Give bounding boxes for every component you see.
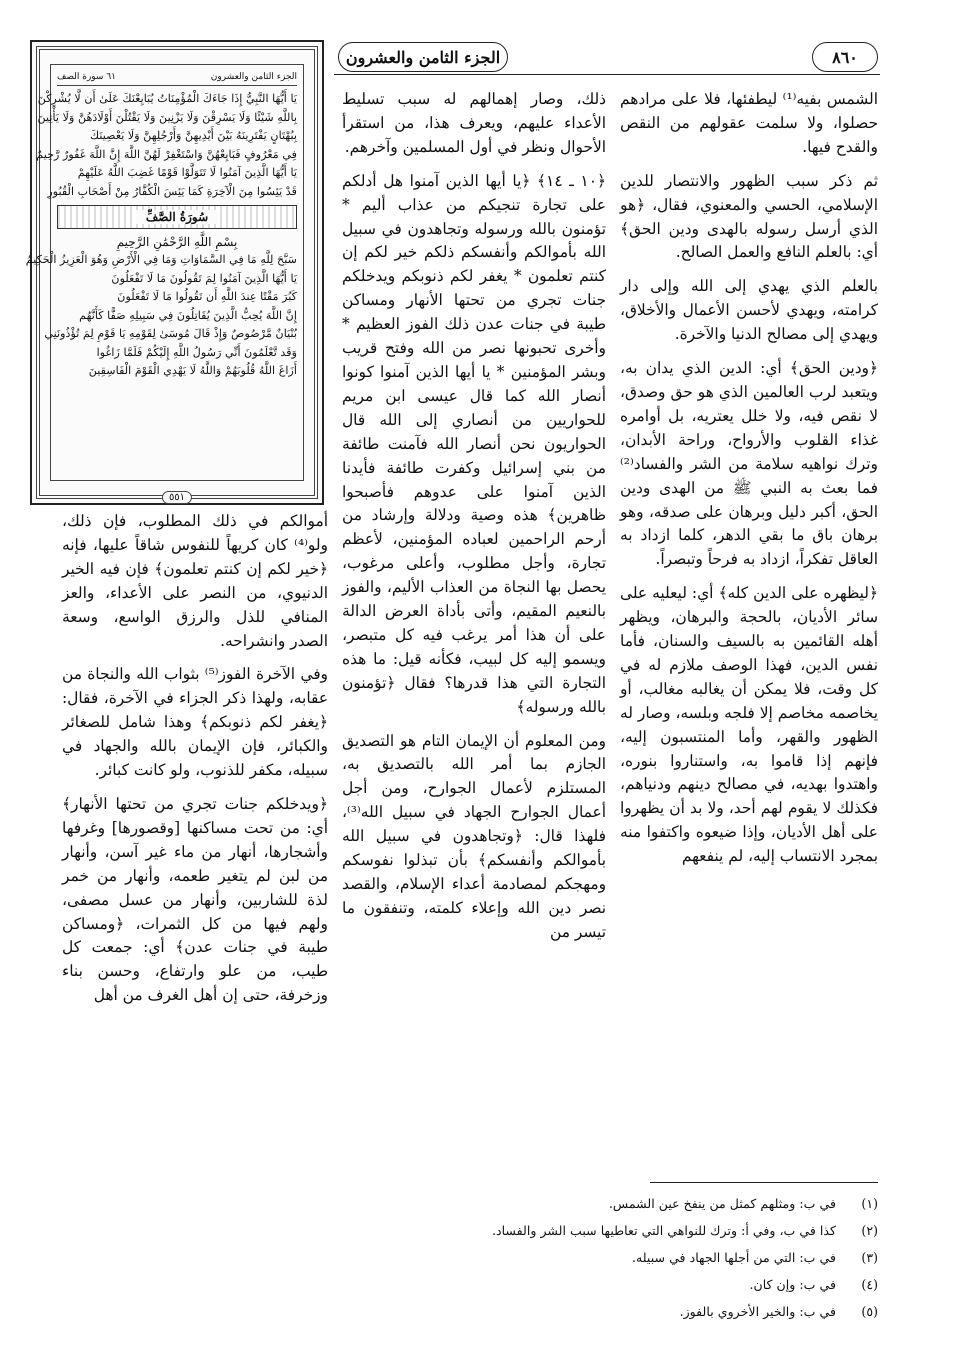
text-column-left — [62, 510, 328, 1018]
footnote — [300, 1190, 878, 1217]
page-number: ٨٦٠ — [812, 42, 878, 72]
mushaf-page-number: ٥٥١ — [162, 491, 192, 504]
verse-line: فِي مَعْرُوفٍ فَبَايِعْهُنَّ وَاسْتَغْفِرْ لَهُنَّ اللَّهَ إِنَّ اللَّهَ غَفُورٌ رَّحِيمٌ — [36, 147, 297, 161]
verse-line: سَبَّحَ لِلَّهِ مَا فِي السَّمَاوَاتِ وَمَا فِي الْأَرْضِ وَهُوَ الْعَزِيزُ الْحَكِيمُ — [25, 253, 297, 266]
part-title: الجزء الثامن والعشرون — [338, 42, 508, 72]
paragraph: ﴿ودين الحق﴾ أي: الدين الذي يدان به، ويتعبد لرب العالمين الذي هو حق وصدق، لا نقص فيه، ولا خلل يعتريه، بل أوامره غذاء القلوب والأرواح، وراحة الأبدان، وترك نواهيه سلامة من الشر والفساد⁽²⁾ فما بعث به النبي ﷺ من الهدى ودين الحق، أكبر دليل وبرهان على صدقه، وهو برهان باق ما بقي الدهر، كلما ازداد به العاقل تفكراً، ازداد به فرحاً وتبصراً. — [620, 359, 878, 569]
paragraph: ﴿ليظهره على الدين كله﴾ أي: ليعليه على سائر الأديان، بالحجة والبرهان، ويظهر أهله القائمين به بالسيف والسنان، فأما نفس الدين، فهذا الوصف ملازم له في كل وقت، فلا يمكن أن يغالبه مغالب، أو يخاصمه مخاصم إلا فلجه وبلسه، وصار له الظهور والقهر، وأما المنتسبون إليه، فإنهم إذا قاموا به، واستناروا بنوره، واهتدوا بهديه، في مصالح دينهم ودنياهم، فكذلك لا يقوم لهم أحد، ولا بد أن يظهروا على أهل الأديان، وإذا ضيعوه واكتفوا منه بمجرد الانتساب إليه، لم ينفعهم — [620, 584, 878, 866]
footnote-text: في ب: ومثلهم كمثل من ينفخ عين الشمس. — [608, 1196, 836, 1211]
paragraph: ذلك، وصار إهمالهم له سبب تسليط الأعداء عليهم، ويعرف هذا، من استقرأ الأحوال ونظر في أول المسلمين وآخرهم. — [342, 90, 606, 156]
footnote-text: في ب: والخير الأخروي بالفوز. — [679, 1304, 836, 1319]
verse-line: يَا أَيُّهَا الَّذِينَ آمَنُوا لِمَ تَقُولُونَ مَا لَا تَفْعَلُونَ — [111, 271, 297, 285]
mushaf-surah-label: ٦١ سورة الصف — [57, 72, 117, 82]
paragraph: بالعلم الذي يهدي إلى الله وإلى دار كرامته، ويهدي لأحسن الأعمال والأخلاق، ويهدي إلى مصالح الدنيا والآخرة. — [620, 277, 878, 344]
verse-line: بُنْيَانٌ مَّرْصُوصٌ وَإِذْ قَالَ مُوسَىٰ لِقَوْمِهِ يَا قَوْمِ لِمَ تُؤْذُونَنِي — [44, 327, 297, 340]
paragraph: ومن المعلوم أن الإيمان التام هو التصديق الجازم بما أمر الله بالتصديق به، المستلزم لأعمال الجوارح، ومن أجل أعمال الجوارح الجهاد في سبيل الله⁽³⁾، فلهذا قال: ﴿وتجاهدون في سبيل الله بأموالكم وأنفسكم﴾ بأن تبذلوا نفوسكم ومهجكم لمصادمة أعداء الإسلام، والقصد نصر دين الله وإعلاء كلمته، وتنفقون ما تيسر من — [342, 731, 606, 941]
verse-line: يَا أَيُّهَا الَّذِينَ آمَنُوا لَا تَتَوَلَّوْا قَوْمًا غَضِبَ اللَّهُ عَلَيْهِمْ — [77, 166, 297, 179]
footnote — [300, 1244, 878, 1271]
verse-line: أَزَاغَ اللَّهُ قُلُوبَهُمْ وَاللَّهُ لَا يَهْدِي الْقَوْمَ الْفَاسِقِينَ — [88, 364, 297, 377]
footnote — [300, 1217, 878, 1244]
footnote-number: (٣) — [861, 1250, 878, 1265]
paragraph: ثم ذكر سبب الظهور والانتصار للدين الإسلامي، الحسي والمعنوي، فقال، ﴿هو الذي أرسل رسوله بالهدى ودين الحق﴾ أي: بالعلم النافع والعمل الصالح. — [620, 171, 878, 262]
footnote-number: (١) — [861, 1196, 878, 1211]
verse-line: كَبُرَ مَقْتًا عِندَ اللَّهِ أَن تَقُولُوا مَا لَا تَفْعَلُونَ — [117, 290, 297, 303]
surah-name: سُورَةُ الصَّفِّ — [136, 210, 218, 224]
paragraph: وفي الآخرة الفوز⁽⁵⁾ بثواب الله والنجاة من عقابه، ولهذا ذكر الجزاء في الآخرة، فقال: ﴿يغفر لكم ذنوبكم﴾ وهذا شامل للصغائر والكبائر، فإن الإيمان بالله والجهاد في سبيله، مكفر للذنوب، ولو كانت كبائر. — [62, 665, 328, 780]
text-column-right — [620, 88, 878, 879]
surah-banner — [57, 205, 297, 229]
footnote-number: (٥) — [861, 1304, 878, 1319]
basmala: بِسْمِ اللَّهِ الرَّحْمَٰنِ الرَّحِيمِ — [116, 235, 238, 249]
mushaf-text-area — [25, 64, 304, 481]
verse-line: بِبُهْتَانٍ يَفْتَرِينَهُ بَيْنَ أَيْدِيهِنَّ وَأَرْجُلِهِنَّ وَلَا يَعْصِينَكَ — [89, 129, 297, 142]
header-rule — [334, 74, 880, 75]
footnote-text: في ب: التي من أجلها الجهاد في سبيله. — [631, 1250, 836, 1265]
mushaf-part-label: الجزء الثامن والعشرون — [210, 72, 297, 82]
mushaf-page — [25, 40, 324, 505]
footnote-rule — [650, 1182, 878, 1183]
footnote — [300, 1271, 878, 1298]
text-column-middle — [342, 88, 606, 955]
page-header — [334, 40, 880, 78]
paragraph: ﴿ويدخلكم جنات تجري من تحتها الأنهار﴾ أي: من تحت مساكنها [وقصورها] وغرفها وأشجارها، أنهار من ماء غير آسن، وأنهار من لبن لم يتغير طعمه، وأنهار من خمر لذة للشاربين، وأنهار من عسل مصفى، ولهم فيها من كل الثمرات، ﴿ومساكن طيبة في جنات عدن﴾ أي: جمعت كل طيب، من علو وارتفاع، وحسن بناء وزخرفة، حتى إن أهل الغرف من أهل — [62, 794, 328, 1005]
footnote-text: كذا في ب، وفي أ: وترك للنواهي التي تعاطيها سبب الشر والفساد. — [491, 1223, 836, 1238]
verse-line: قَدْ يَئِسُوا مِنَ الْآخِرَةِ كَمَا يَئِسَ الْكُفَّارُ مِنْ أَصْحَابِ الْقُبُورِ — [47, 184, 297, 198]
footnote-text: في ب: وإن كان. — [749, 1277, 836, 1292]
verse-line: وَقَد تَّعْلَمُونَ أَنِّي رَسُولُ اللَّهِ إِلَيْكُمْ فَلَمَّا زَاغُوا — [96, 345, 297, 359]
verse-line: يَا أَيُّهَا النَّبِيُّ إِذَا جَاءَكَ الْمُؤْمِنَاتُ يُبَايِعْنَكَ عَلَىٰ أَن لَّا يُشْرِكْنَ — [37, 92, 297, 105]
verse-line: إِنَّ اللَّهَ يُحِبُّ الَّذِينَ يُقَاتِلُونَ فِي سَبِيلِهِ صَفًّا كَأَنَّهُم — [79, 308, 297, 322]
paragraph: أموالكم في ذلك المطلوب، فإن ذلك، ولو⁽⁴⁾ كان كريهاً للنفوس شاقاً عليها، فإنه ﴿خير لكم إن كنتم تعلمون﴾ فإن فيه الخير الدنيوي، من النصر على الأعداء، والعز المنافي للذل والرزق الواسع، وسعة الصدر وانشراحه. — [62, 512, 328, 650]
paragraph: ﴿١٠ ـ ١٤﴾ ﴿يا أيها الذين آمنوا هل أدلكم على تجارة تنجيكم من عذاب أليم * تؤمنون بالله ورسوله وتجاهدون في سبيل الله بأموالكم وأنفسكم ذلكم خير لكم إن كنتم تعلمون * يغفر لكم ذنوبكم ويدخلكم جنات تجري من تحتها الأنهار ومساكن طيبة في جنات عدن ذلك الفوز العظيم * وأخرى تحبونها نصر من الله وفتح قريب وبشر المؤمنين * يا أيها الذين آمنوا كونوا أنصار الله كما قال عيسى ابن مريم للحواريين من أنصاري إلى الله قال الحواريون نحن أنصار الله فآمنت طائفة من بني إسرائيل وكفرت طائفة فأيدنا الذين آمنوا على عدوهم فأصبحوا ظاهرين﴾ هذه وصية ودلالة وإرشاد من أرحم الراحمين لعباده المؤمنين، لأعظم تجارة، وأجل مطلوب، وأعلى مرغوب، يحصل بها النجاة من العذاب الأليم، والفوز بالنعيم المقيم، وأتى بأداة العرض الدالة على أن هذا أمر يرغب فيه كل متبصر، ويسمو إليه كل لبيب، فكأنه قيل: ما هذه التجارة التي هذا قدرها؟ فقال ﴿تؤمنون بالله ورسوله﴾ — [342, 171, 606, 716]
footnote-number: (٤) — [861, 1277, 878, 1292]
footnotes — [300, 1190, 878, 1325]
verse-line: بِاللَّهِ شَيْئًا وَلَا يَسْرِقْنَ وَلَا يَزْنِينَ وَلَا يَقْتُلْنَ أَوْلَادَهُنَّ وَلَا يَأْتِينَ — [37, 110, 297, 124]
paragraph: الشمس بفيه⁽¹⁾ ليطفئها، فلا على مرادهم حصلوا، ولا سلمت عقولهم من النقص والقدح فيها. — [620, 90, 878, 156]
footnote — [300, 1298, 878, 1325]
mushaf-top-band — [57, 69, 297, 86]
footnote-number: (٢) — [861, 1223, 878, 1238]
